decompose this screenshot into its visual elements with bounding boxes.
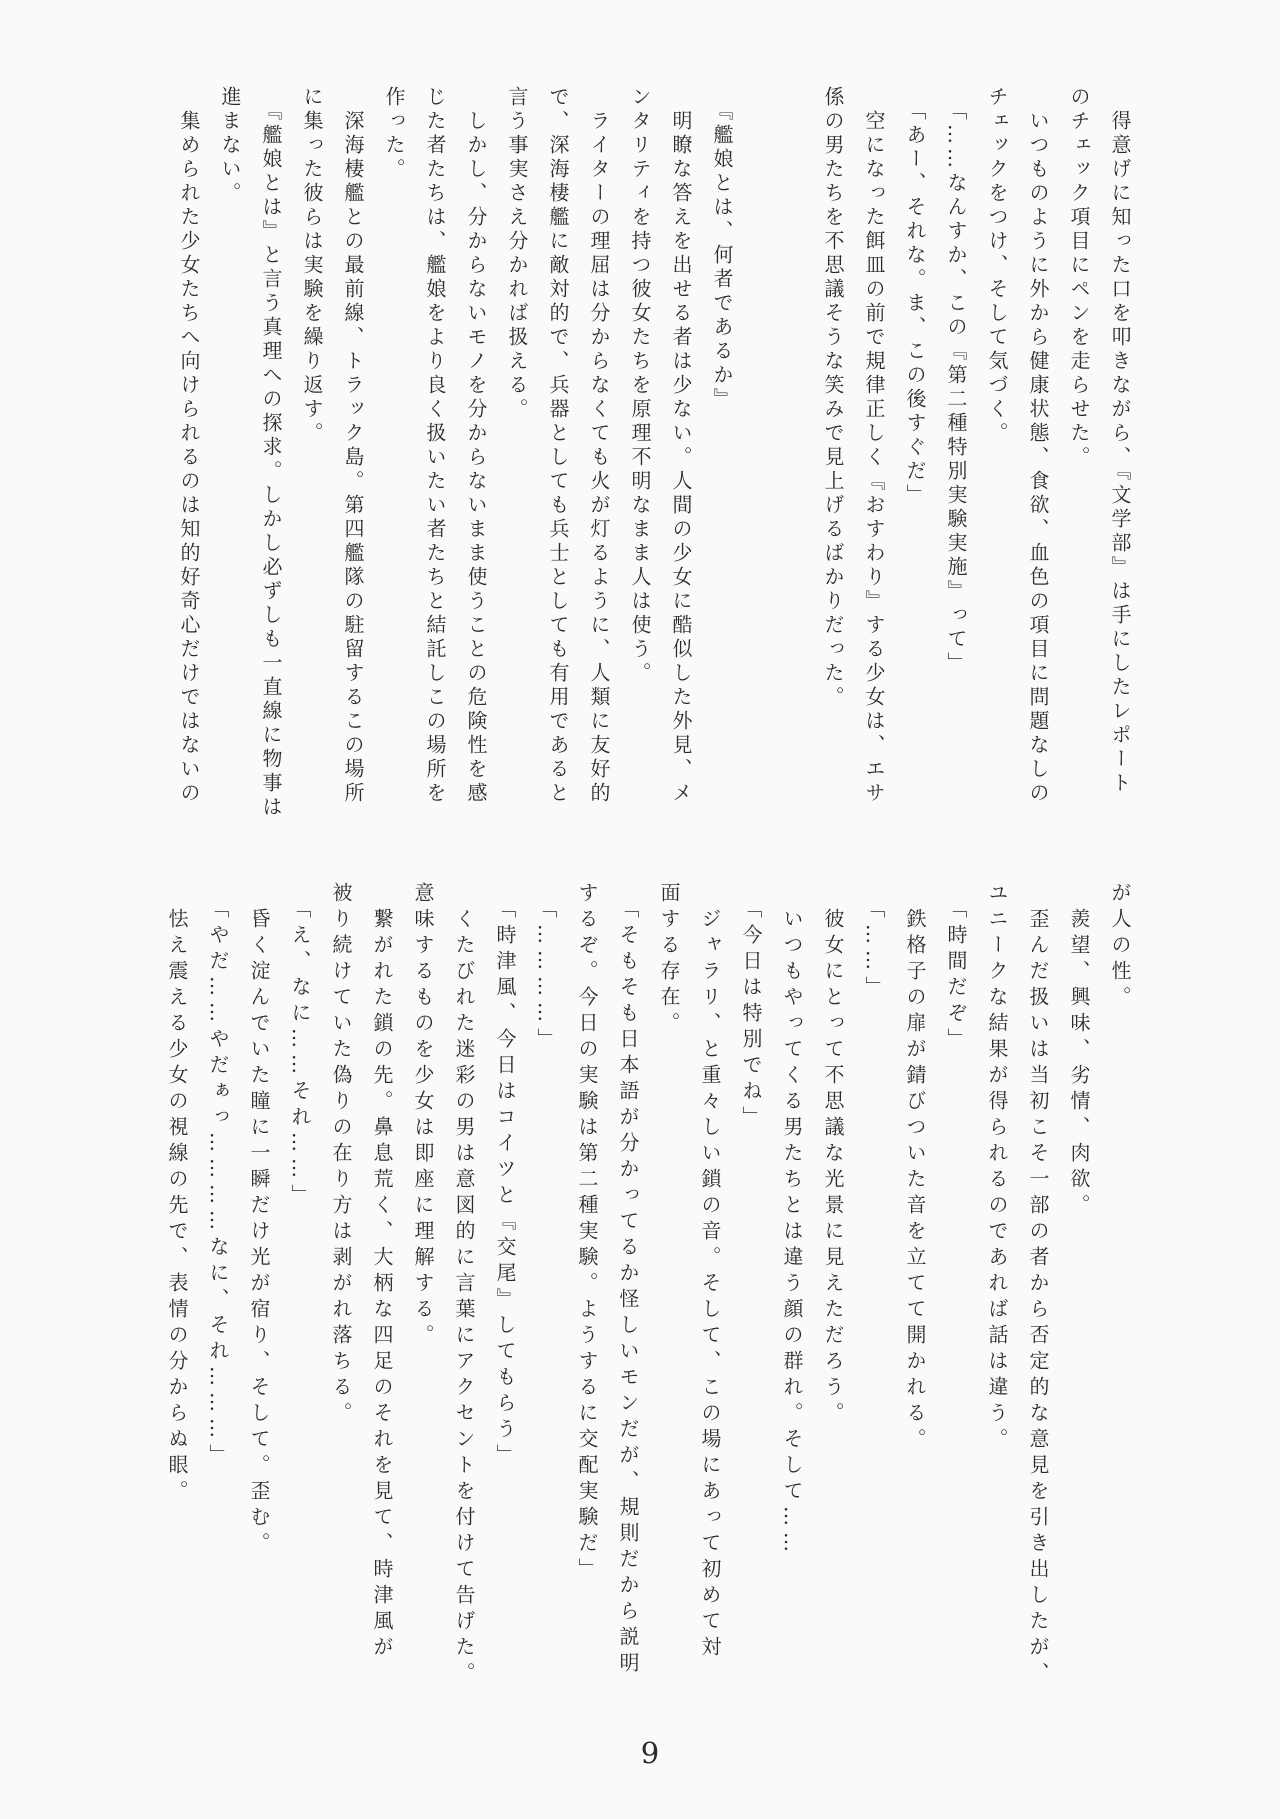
text-column: 明瞭な答えを出せる者は少ない。人間の少女に酷似した外見、メ (669, 86, 693, 806)
text-column: 係の男たちを不思議そうな笑みで見上げるばかりだった。 (821, 86, 845, 710)
text-column: 「やだ……やだぁっ…………なに、それ………」 (206, 882, 230, 1470)
text-column: ライターの理屈は分からなくても火が灯るように、人類に友好的 (587, 86, 611, 806)
text-column: いつもやってくる男たちとは違う顔の群れ。そして…… (780, 882, 804, 1558)
text-column: 「そもそも日本語が分かってるか怪しいモンだが、規則だから説明 (616, 882, 640, 1678)
text-column: 「…………」 (534, 882, 558, 1054)
text-column: 「……なんすか、この『第二種特別実験実施』って」 (944, 86, 968, 676)
text-column: するぞ。今日の実験は第二種実験。ようするに交配実験だ」 (575, 882, 599, 1584)
text-column: に集った彼らは実験を繰り返す。 (300, 86, 324, 446)
section-gap (742, 86, 812, 876)
text-column: 面する存在。 (657, 882, 681, 1038)
text-column: が人の性。 (1108, 882, 1132, 1012)
text-column: ンタリティを持つ彼女たちを原理不明なまま人は使う。 (628, 86, 652, 686)
text-column: のチェック項目にペンを走らせた。 (1067, 86, 1091, 470)
text-column: くたびれた迷彩の男は意図的に言葉にアクセントを付けて告げた。 (452, 882, 476, 1688)
text-column: 鉄格子の扉が錆びついた音を立てて開かれる。 (903, 882, 927, 1454)
text-column: 怯え震える少女の視線の先で、表情の分からぬ眼。 (165, 882, 189, 1506)
text-column: 「時間だぞ」 (944, 882, 968, 1054)
text-column: 意味するものを少女は即座に理解する。 (411, 882, 435, 1350)
text-column: 羨望、興味、劣情、肉欲。 (1067, 882, 1091, 1220)
text-column: じた者たちは、艦娘をより良く扱いたい者たちと結託しこの場所を (423, 86, 447, 806)
text-column: 言う事実さえ分かれば扱える。 (505, 86, 529, 422)
text-column: 被り続けていた偽りの在り方は剥がれ落ちる。 (329, 882, 353, 1428)
text-column: しかし、分からないモノを分からないまま使うことの危険性を感 (464, 86, 488, 806)
text-column: 空になった餌皿の前で規律正しく『おすわり』する少女は、エサ (862, 86, 886, 806)
text-column: 「時津風、今日はコイツと『交尾』してもらう」 (493, 882, 517, 1470)
text-column: 集められた少女たちへ向けられるのは知的好奇心だけではないの (177, 86, 201, 806)
text-column: 「今日は特別でね」 (739, 882, 763, 1132)
text-column: いつものように外から健康状態、食欲、血色の項目に問題なしの (1026, 86, 1050, 806)
page-number: 9 (640, 1736, 660, 1770)
text-column: チェックをつけ、そして気づく。 (985, 86, 1009, 446)
text-column: 『艦娘とは、何者であるか』 (710, 86, 734, 412)
text-column: 繋がれた鎖の先。鼻息荒く、大柄な四足のそれを見て、時津風が (370, 882, 394, 1662)
text-column: 『艦娘とは』と言う真理への探求。しかし必ずしも一直線に物事は (259, 86, 283, 820)
text-column: 昏く淀んでいた瞳に一瞬だけ光が宿り、そして。歪む。 (247, 882, 271, 1558)
text-column: 進まない。 (218, 86, 242, 206)
text-column: 「え、なに……それ……」 (288, 882, 312, 1210)
text-column: ジャラリ、と重々しい鎖の音。そして、この場にあって初めて対 (698, 882, 722, 1662)
text-column: 彼女にとって不思議な光景に見えただろう。 (821, 882, 845, 1428)
text-column: 歪んだ扱いは当初こそ一部の者から否定的な意見を引き出したが、 (1026, 882, 1050, 1688)
text-column: 「……」 (862, 882, 886, 1002)
text-block-lower (156, 882, 1140, 1696)
text-column: 深海棲艦との最前線、トラック島。第四艦隊の駐留するこの場所 (341, 86, 365, 806)
text-column: で、深海棲艦に敵対的で、兵器としても兵士としても有用であると (546, 86, 570, 806)
text-block-upper (168, 86, 1140, 876)
text-column: 得意げに知った口を叩きながら、『文学部』は手にしたレポート (1108, 86, 1132, 796)
text-column: ユニークな結果が得られるのであれば話は違う。 (985, 882, 1009, 1454)
text-column: 「あー、それな。ま、この後すぐだ」 (903, 86, 927, 508)
text-column: 作った。 (382, 86, 406, 182)
